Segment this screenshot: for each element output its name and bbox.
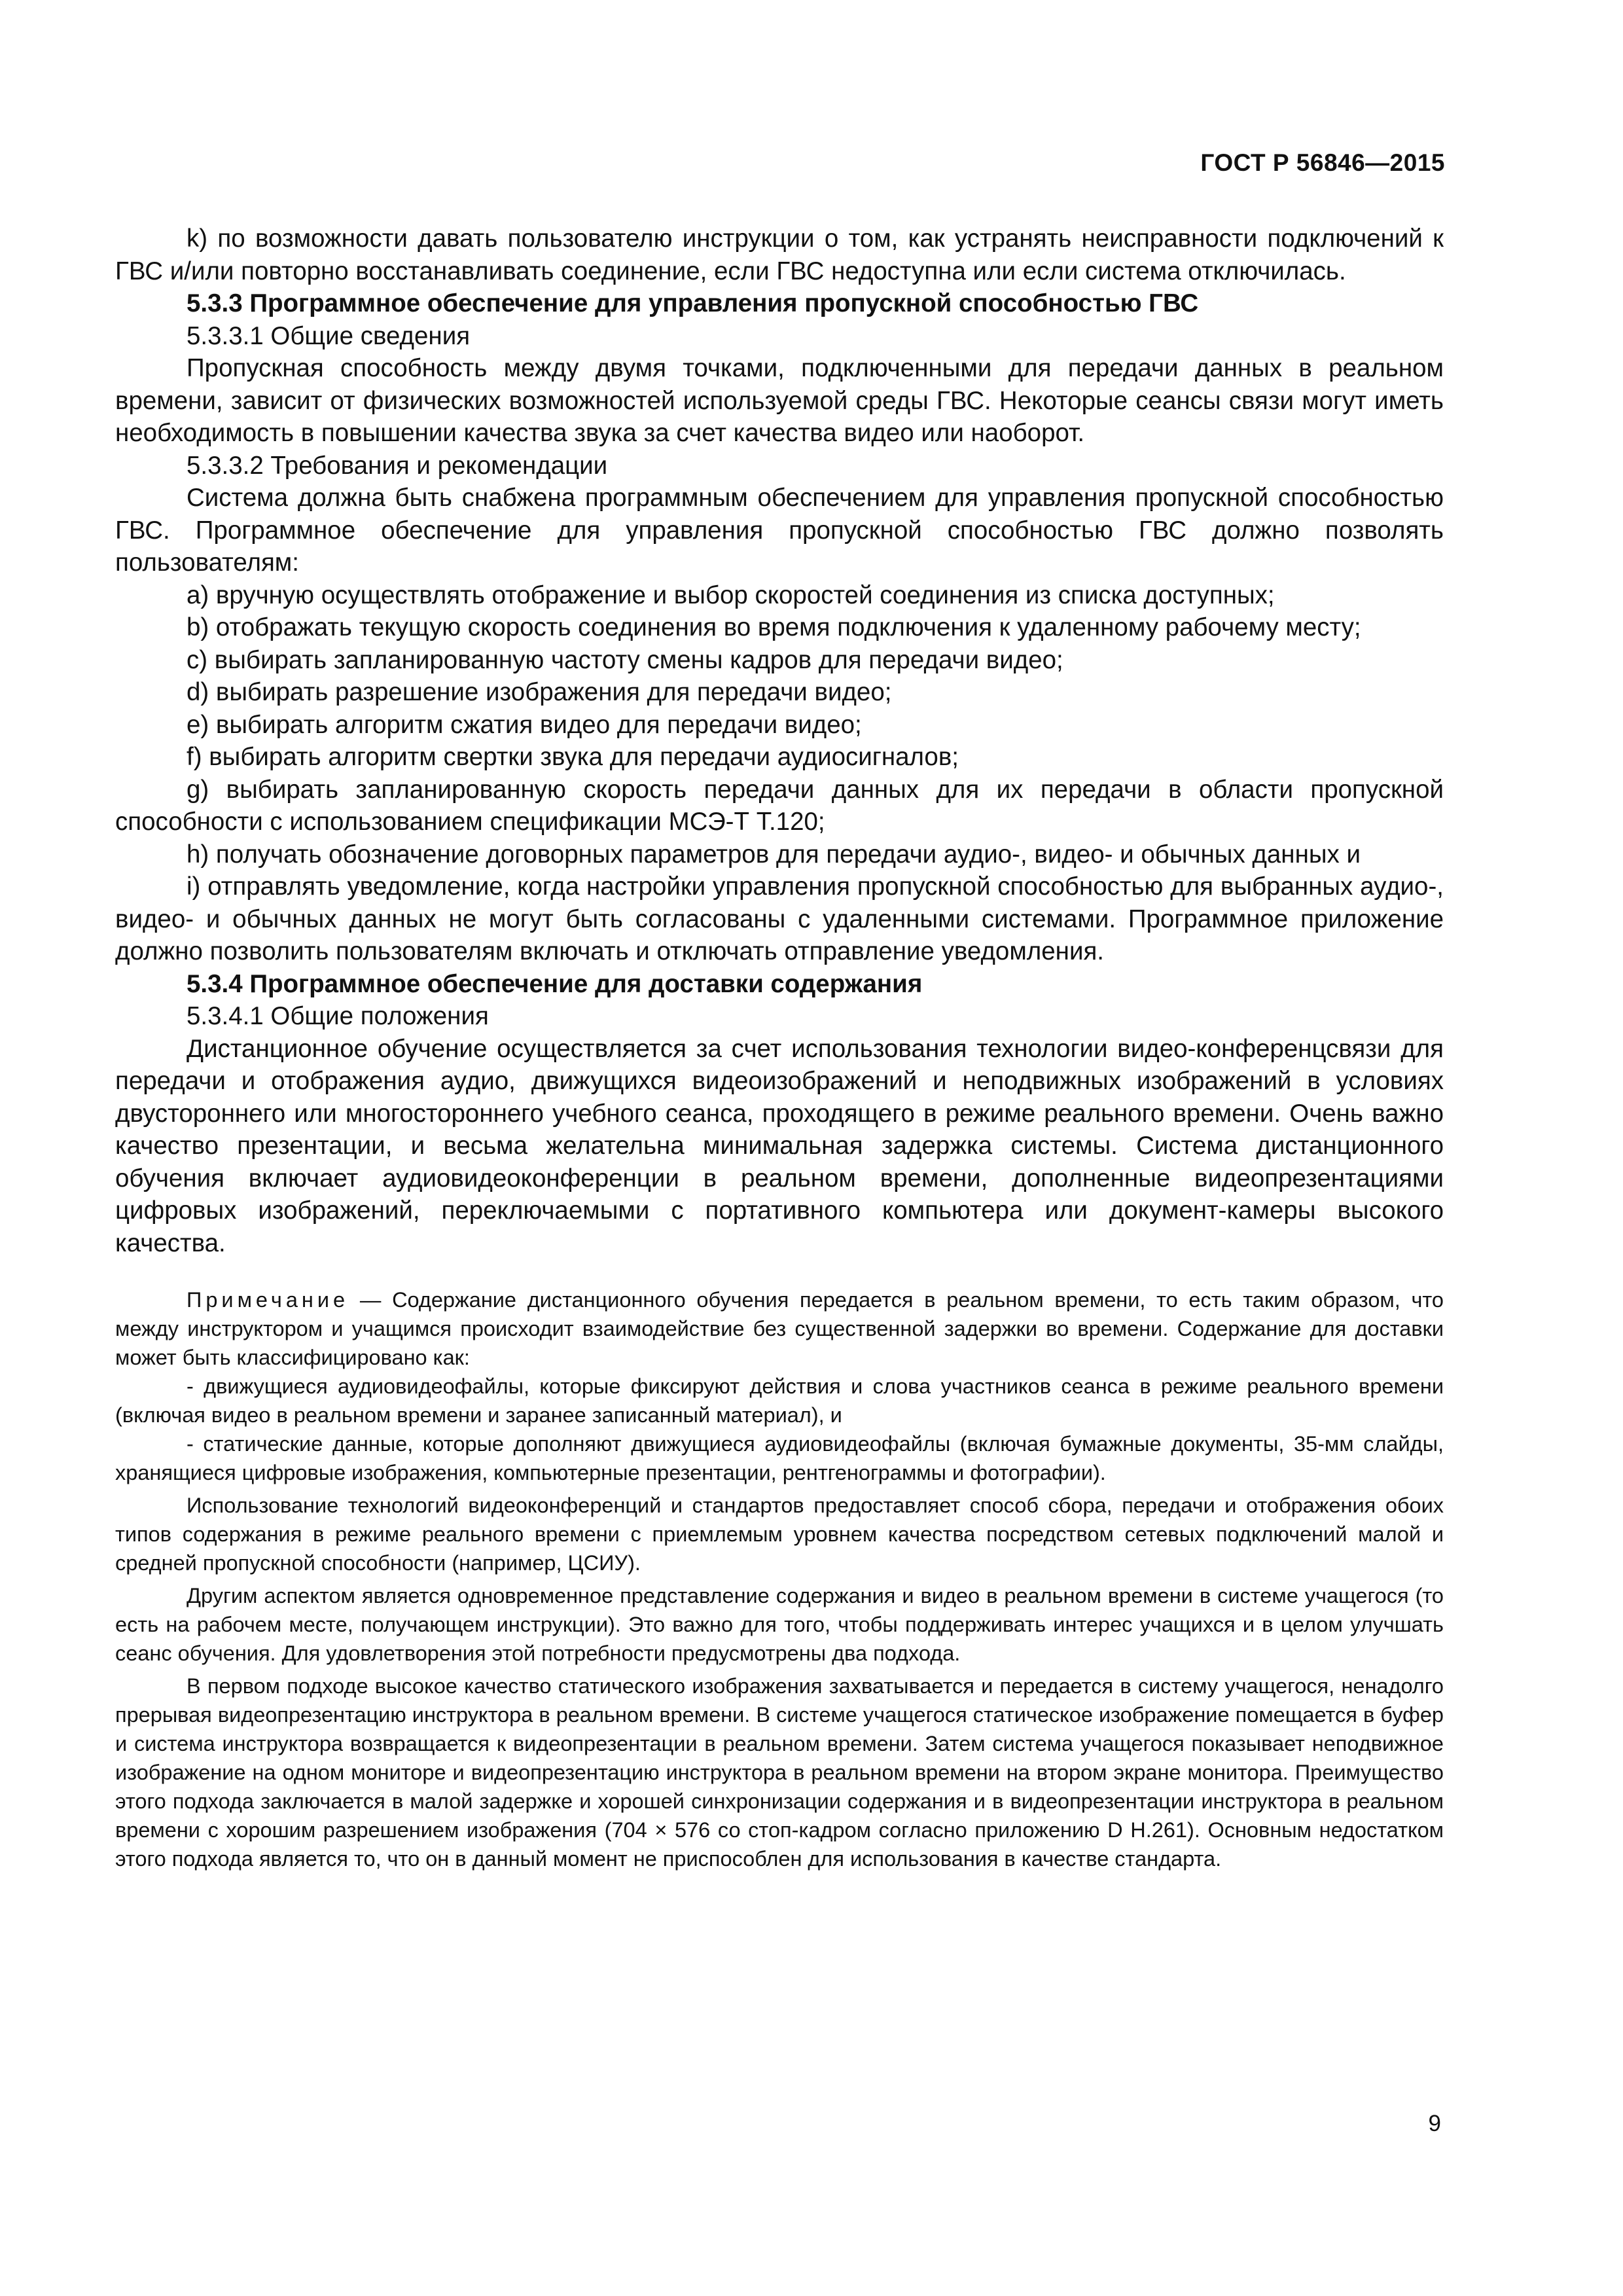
note-intro-paragraph xyxy=(115,1285,1444,1372)
list-item: f) выбирать алгоритм свертки звука для передачи аудиосигналов; xyxy=(187,743,959,771)
note-paragraph-technology: Использование технологий видеоконференций и стандартов предоставляет способ сбора, передачи и отображения обоих типов содержания в режиме реального времени с приемлемым уровнем качества посредством сетевых подключений малой и средней пропускной способности (например, ЦСИУ). xyxy=(115,1494,1444,1575)
note-dash: — xyxy=(349,1288,393,1312)
note-paragraph-first-approach: В первом подходе высокое качество статического изображения захватывается и передается в систему учащегося, ненадолго прерывая видеопрезентацию инструктора в реальном времени. В системе учащегося статическое изображение помещается в буфер и система инструктора возвращается к видеопрезентации в реальном времени. Затем система учащегося показывает неподвижное изображение на одном мониторе и видеопрезентацию инструктора в реальном времени на втором экране монитора. Преимущество этого подхода заключается в малой задержке и хорошей синхронизации содержания и в видеопрезентации инструктора в реальном времени с хорошим разрешением изображения (704 × 576 со стоп-кадром согласно приложению D Н.261). Основным недостатком этого подхода является то, что он в данный момент не приспособлен для использования в качестве стандарта. xyxy=(115,1674,1444,1871)
note-list-item: - движущиеся аудиовидеофайлы, которые фиксируют действия и слова участников сеанса в режиме реального времени (включая видео в реальном времени и заранее записанный материал), и xyxy=(115,1374,1444,1427)
note-block xyxy=(115,1285,1444,1873)
list-item: a) вручную осуществлять отображение и выбор скоростей соединения из списка доступных; xyxy=(187,581,1275,609)
subsection-heading-5-3-3-2: 5.3.3.2 Требования и рекомендации xyxy=(187,451,608,480)
subsection-heading-5-3-3-1: 5.3.3.1 Общие сведения xyxy=(187,321,471,350)
document-code-header: ГОСТ Р 56846—2015 xyxy=(1200,149,1445,176)
list-item: e) выбирать алгоритм сжатия видео для передачи видео; xyxy=(187,710,862,739)
page-number: 9 xyxy=(1428,2111,1441,2136)
paragraph-requirements: Система должна быть снабжена программным обеспечением для управления пропускной способностью ГВС. Программное обеспечение для управления пропускной способностью ГВС должно позволять пользователям: xyxy=(115,484,1444,577)
list-item: g) выбирать запланированную скорость передачи данных для их передачи в области пропускной способности с использованием спецификации МСЭ-Т Т.120; xyxy=(115,775,1444,836)
section-heading-5-3-3: 5.3.3 Программное обеспечение для управления пропускной способностью ГВС xyxy=(187,289,1199,317)
note-list-item: - статические данные, которые дополняют движущиеся аудиовидеофайлы (включая бумажные документы, 35-мм слайды, хранящиеся цифровые изображения, компьютерные презентации, рентгенограммы и фотографии). xyxy=(115,1432,1444,1484)
document-body xyxy=(115,223,1444,1877)
note-paragraph-aspect: Другим аспектом является одновременное представление содержания и видео в реальном времени в системе учащегося (то есть на рабочем месте, получающем инструкции). Это важно для того, чтобы поддерживать интерес учащихся и в целом улучшать сеанс обучения. Для удовлетворения этой потребности предусмотрены два подхода. xyxy=(115,1584,1444,1665)
list-item: b) отображать текущую скорость соединения во время подключения к удаленному рабочему месту; xyxy=(187,613,1361,641)
list-item: h) получать обозначение договорных параметров для передачи аудио-, видео- и обычных данных и xyxy=(187,840,1361,869)
paragraph-distance-learning: Дистанционное обучение осуществляется за счет использования технологии видео-конференцсвязи для передачи и отображения аудио, движущихся видеоизображений и неподвижных изображений в условиях двустороннего или многостороннего учебного сеанса, проходящего в режиме реального времени. Очень важно качество презентации, и весьма желательна минимальная задержка системы. Система дистанционного обучения включает аудиовидеоконференции в реальном времени, дополненные видеопрезентациями цифровых изображений, переключаемыми с портативного компьютера или документ-камеры высокого качества. xyxy=(115,1034,1444,1257)
list-item: c) выбирать запланированную частоту смены кадров для передачи видео; xyxy=(187,645,1063,674)
list-item: d) выбирать разрешение изображения для передачи видео; xyxy=(187,678,892,706)
section-heading-5-3-4: 5.3.4 Программное обеспечение для доставки содержания xyxy=(187,969,923,998)
paragraph-bandwidth: Пропускная способность между двумя точками, подключенными для передачи данных в реальном времени, зависит от физических возможностей используемой среды ГВС. Некоторые сеансы связи могут иметь необходимость в повышении качества звука за счет качества видео или наоборот. xyxy=(115,354,1444,447)
note-label: Примечание xyxy=(187,1288,349,1312)
note-intro-text: Содержание дистанционного обучения передается в реальном времени, то есть таким образом, что между инструктором и учащимся происходит взаимодействие без существенной задержки во времени. Содержание для доставки может быть классифицировано как: xyxy=(115,1288,1444,1369)
list-item: i) отправлять уведомление, когда настройки управления пропускной способностью для выбранных аудио-, видео- и обычных данных не могут быть согласованы с удаленными системами. Программное приложение должно позволить пользователям включать и отключать отправление уведомления. xyxy=(115,872,1444,965)
subsection-heading-5-3-4-1: 5.3.4.1 Общие положения xyxy=(187,1002,489,1030)
paragraph-item-k: k) по возможности давать пользователю инструкции о том, как устранять неисправности подключений к ГВС и/или повторно восстанавливать соединение, если ГВС недоступна или если система отключилась. xyxy=(115,224,1444,285)
